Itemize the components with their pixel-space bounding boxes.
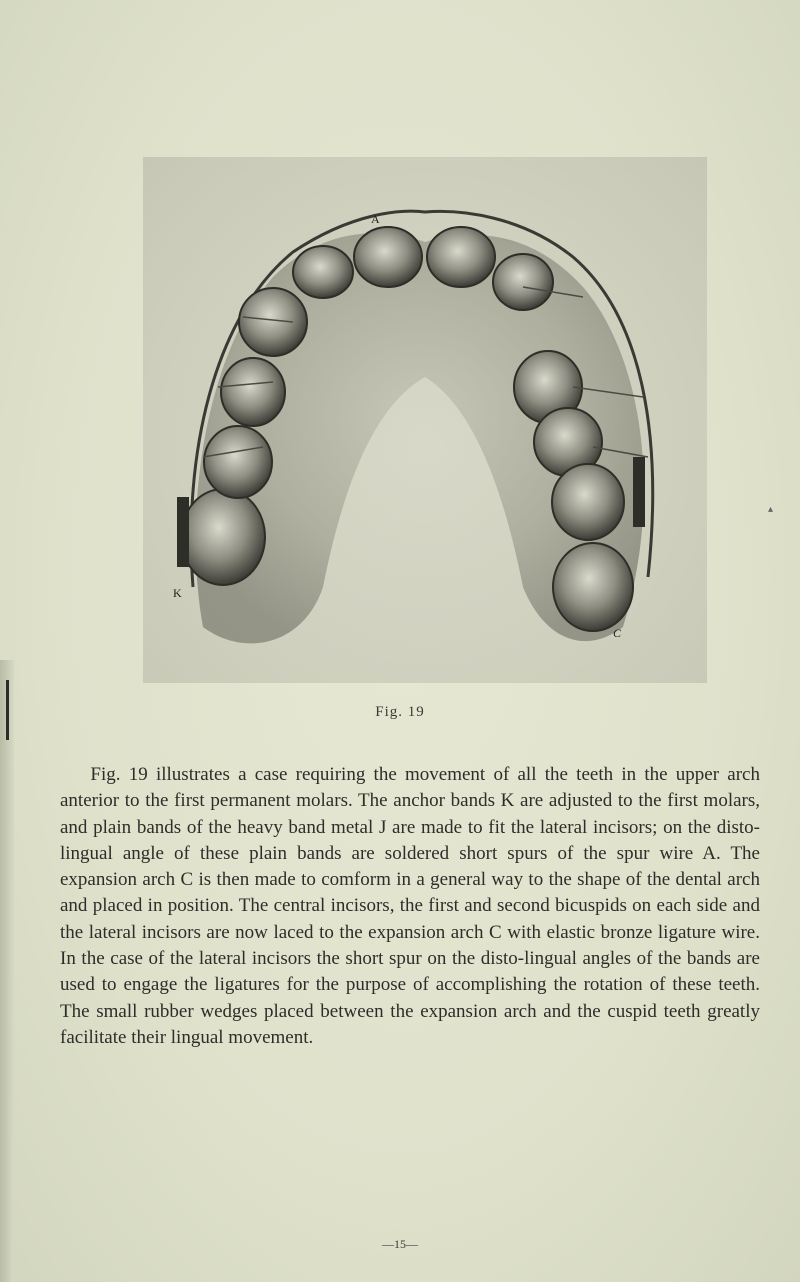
body-text [60,762,760,1051]
body-paragraph: Fig. 19 illustrates a case requiring the movement of all the teeth in the upper arch anterior to the first permanent molars. The anchor bands K are adjusted to the first molars, and plain bands of the heavy band metal J are made to fit the lateral incisors; on the disto-lingual angle of these plain bands are soldered short spurs of the spur wire A. The expansion arch C is then made to comform in a general way to the shape of the dental arch and placed in position. The central incisors, the first and second bicuspids on each side and the lateral incisors are now laced to the expansion arch C with elastic bronze ligature wire. In the case of the lateral incisors the short spur on the disto-lingual angles of the bands are used to engage the ligatures for the purpose of accomplishing the rotation of these teeth. The small rubber wedges placed between the expansion arch and the cuspid teeth greatly facilitate their lingual movement. [60,764,760,1048]
left-lateral-incisor [293,246,353,298]
page-number: —15— [382,1237,418,1251]
right-central-incisor [427,227,495,287]
right-molar [553,543,633,631]
label-k: K [173,586,182,600]
left-first-bicuspid [221,358,285,426]
label-a: A [371,212,380,226]
figure-plate [143,157,707,683]
page-gutter-shadow [0,660,14,1282]
dental-arch-illustration [143,157,707,683]
figure-caption: Fig. 19 [375,704,425,720]
right-second-bicuspid [552,464,624,540]
speck-mark: ▴ [768,504,774,515]
right-anchor-tube [633,457,645,527]
left-molar [181,489,265,585]
left-cuspid [239,288,307,356]
label-c: C [613,626,622,640]
right-lateral-incisor [493,254,553,310]
left-anchor-tube [177,497,189,567]
left-second-bicuspid [204,426,272,498]
left-central-incisor [354,227,422,287]
